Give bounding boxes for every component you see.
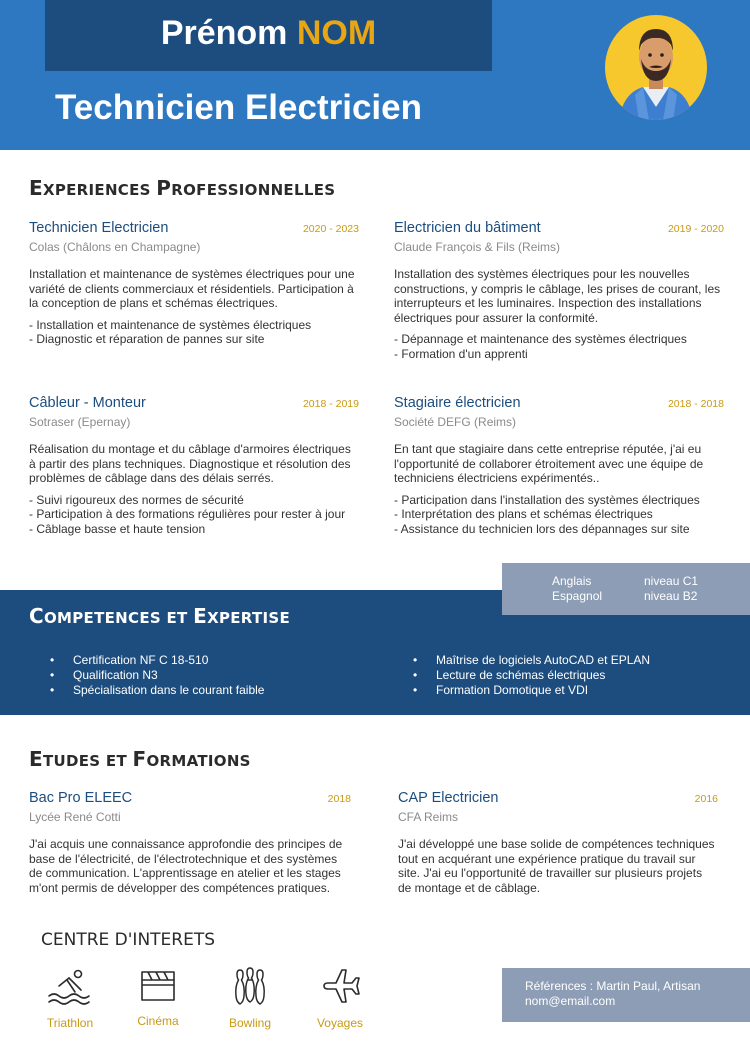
skills-list-right [413,653,650,698]
job-title: Technicien Electricien [55,88,422,127]
entry-organization: Claude François & Fils (Reims) [394,240,561,254]
entry-organization: Colas (Châlons en Champagne) [29,240,201,254]
experience-entry [394,220,724,361]
skill-item: • Certification NF C 18-510 [50,653,264,668]
interest-item [30,966,110,1030]
education-section-title: ETUDES ET FORMATIONS [29,747,251,771]
languages-box [502,563,750,615]
interest-label: Voyages [316,1016,364,1030]
skill-item: • Lecture de schémas électriques [413,668,650,683]
entry-description: Installation des systèmes électriques pour les nouvelles constructions, y compris le câblage, les prises de courant, les interrupteurs et les luminaires. Inspection des installations électriques pour assurer la conformité. [394,267,721,325]
competences-section-title: COMPETENCES ET EXPERTISE [29,604,291,628]
skill-item: • Spécialisation dans le courant faible [50,683,264,698]
entry-title: Bac Pro ELEEC [29,790,133,806]
entry-bullets: - Suivi rigoureux des normes de sécurité - Participation à des formations régulières pour rester à jour - Câblage basse et haute tension [29,492,346,536]
interest-label: Bowling [228,1016,272,1030]
entry-title: Electricien du bâtiment [394,220,541,236]
language-name: Anglais [552,574,592,588]
entry-organization: Lycée René Cotti [29,810,121,824]
entry-description: En tant que stagiaire dans cette entreprise réputée, j'ai eu l'opportunité de collaborer étroitement avec une équipe de techniciens électriciens expérimentés.. [394,442,704,485]
language-level: niveau C1 [644,574,699,588]
skill-item: • Maîtrise de logiciels AutoCAD et EPLAN [413,653,650,668]
avatar [605,15,707,120]
language-name: Espagnol [552,589,603,603]
interest-label: Cinéma [137,1014,179,1028]
airplane-icon [318,966,362,1006]
education-entry [29,790,351,895]
entry-bullets: - Dépannage et maintenance des systèmes électriques - Formation d'un apprenti [394,332,687,361]
education-entry [398,790,718,895]
clapperboard-icon [138,966,178,1004]
references-contact: Références : Martin Paul, Artisan [525,979,701,993]
interest-item [118,966,198,1028]
interest-item [210,966,290,1030]
last-name: NOM [296,14,377,52]
entry-title: CAP Electricien [398,790,499,806]
bowling-pins-icon [230,966,270,1006]
entry-description: Réalisation du montage et du câblage d'armoires électriques à partir des plans techniques. Diagnostique et résolution des problèmes de câblage dans des délais serrés. [29,442,351,485]
references-text [525,979,700,1009]
entry-dates: 2018 - 2019 [302,398,359,410]
entry-bullets: - Participation dans l'installation des systèmes électriques - Interprétation des plans et schémas électriques - Assistance du technicien lors des dépannages sur site [394,492,700,536]
entry-title: Technicien Electricien [29,220,169,236]
interest-label: Triathlon [46,1016,94,1030]
skills-list-left [50,653,264,698]
entry-description: J'ai développé une base solide de compétences techniques tout en acquérant une expérience pratique du travail sur site. J'ai eu l'opportunité de travailler sur plusieurs projets de montage et de câblage. [398,837,715,895]
entry-description: Installation et maintenance de systèmes électriques pour une variété de clients commerciaux et résidentiels. Participation à la conception de plans et schémas électriques. [29,267,355,310]
experience-section-title: EXPERIENCES PROFESSIONNELLES [29,176,336,200]
entry-dates: 2018 - 2018 [667,398,724,410]
entry-organization: Sotraser (Epernay) [29,415,131,429]
experience-entry [29,395,359,536]
entry-description: J'ai acquis une connaissance approfondie des principes de base de l'électricité, de l'électrotechnique et des systèmes de communication. L'apprentissage en atelier et les stages m'ont permis de développer des compétences pratiques. [29,837,343,895]
entry-organization: Société DEFG (Reims) [394,415,517,429]
entry-title: Stagiaire électricien [394,395,521,411]
swimmer-icon [45,966,95,1006]
experience-entry [29,220,359,347]
entry-bullets: - Installation et maintenance de systèmes électriques - Diagnostic et réparation de pannes sur site [29,317,312,346]
entry-title: Câbleur - Monteur [29,395,146,411]
entry-dates: 2016 [694,793,718,805]
avatar-illustration-icon [605,15,707,120]
first-name: Prénom [160,14,288,52]
skill-item: • Qualification N3 [50,668,264,683]
language-row [552,574,699,588]
entry-dates: 2019 - 2020 [667,223,724,235]
entry-dates: 2020 - 2023 [302,223,359,235]
interest-item [300,966,380,1030]
language-level: niveau B2 [644,589,698,603]
entry-dates: 2018 [327,793,351,805]
skill-item: • Formation Domotique et VDI [413,683,650,698]
interests-section-title: CENTRE D'INTERETS [41,930,216,950]
experience-entry [394,395,724,536]
language-row [552,589,698,603]
entry-organization: CFA Reims [398,810,459,824]
references-email: nom@email.com [525,994,616,1008]
candidate-name [45,14,492,53]
